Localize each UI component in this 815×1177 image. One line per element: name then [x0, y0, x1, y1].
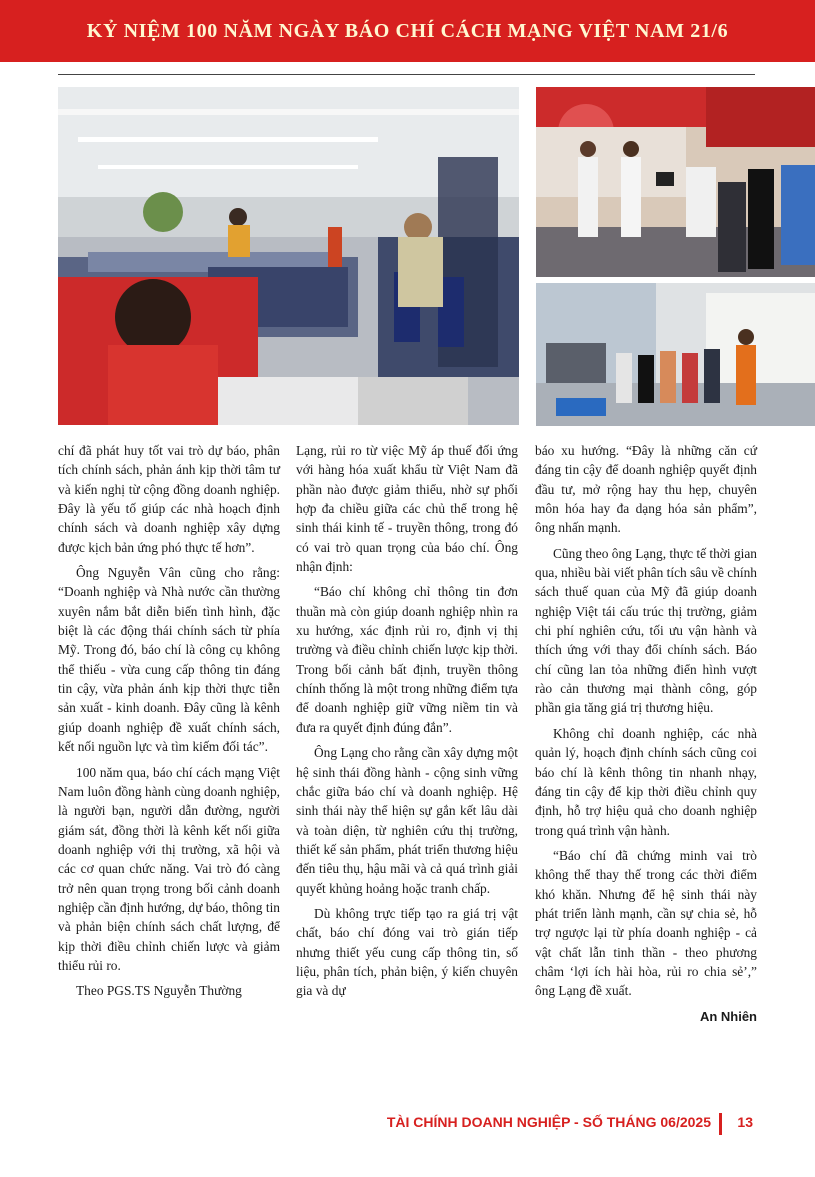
garment-factory-photo: [58, 87, 519, 425]
header-divider: [58, 74, 755, 75]
paragraph: Theo PGS.TS Nguyễn Thường: [76, 983, 242, 999]
page-number: 13: [737, 1114, 753, 1130]
paragraph: báo xu hướng. “Đây là những căn cứ đáng tin cậy để doanh nghiệp quyết định đầu tư, mở rộng hay thu hẹp, chuyên môn hóa hay đa dạng hóa sản phẩm”, ông nhấn mạnh.: [535, 443, 757, 536]
article-column-3: [535, 441, 757, 1026]
quote-paragraph: “Báo chí đã chứng minh vai trò không thể thay thế trong các thời điểm khó khăn. Nhưng để hệ sinh thái này phát triển lành mạnh, cần sự chia sẻ, hỗ trợ ngược lại từ phía doanh nghiệp - cả vật chất lẫn tinh thần - theo phương châm ‘lợi ích hài hòa, rủi ro chia sẻ’,” ông Lạng đề xuất.: [535, 847, 757, 999]
footer-separator: [719, 1113, 722, 1135]
paragraph: Cũng theo ông Lạng, thực tế thời gian qua, nhiều bài viết phân tích sâu về chính sách thuế quan của Mỹ đã giúp doanh nghiệp Việt tái cấu trúc thị trường, giảm chi phí nghiên cứu, tối ưu vận hành và thích ứng với thay đổi chính sách. Báo chí cũng lan tỏa những điển hình vượt rào cản thương mại thành công, góp phần gia tăng giá trị thương hiệu.: [535, 545, 758, 716]
paragraph: Dù không trực tiếp tạo ra giá trị vật chất, báo chí đóng vai trò gián tiếp nhưng thiết yếu cung cấp thông tin, số liệu, phân tích, phản biện, ý kiến chuyên gia và dự: [296, 905, 518, 999]
control-room-photo: [536, 283, 815, 426]
press-interview-photo: [536, 87, 815, 277]
paragraph: Ông Lạng cho rằng cần xây dựng một hệ sinh thái đồng hành - cộng sinh vững chắc giữa báo chí và doanh nghiệp. Hệ sinh thái này thể hiện sự gắn kết lâu dài và toàn diện, từ nghiên cứu thị trường, thiết kế sản phẩm, phát triển thương hiệu đến tiêu thụ, hậu mãi và cả quá trình giải quyết khủng hoảng hoặc tranh chấp.: [296, 745, 518, 896]
paragraph: 100 năm qua, báo chí cách mạng Việt Nam luôn đồng hành cùng doanh nghiệp, là người bạn, người dẫn đường, người giám sát, đồng thời là kênh kết nối giữa doanh nghiệp với thị trường, xã hội và các cơ quan chức năng. Vai trò đó càng trở nên quan trọng trong bối cảnh doanh nghiệp cần định hướng, dự báo, thông tin và phản biện chính sách chất lượng, để kịp thời điều chỉnh chiến lược và giảm thiểu rủi ro.: [58, 764, 280, 973]
paragraph: chí đã phát huy tốt vai trò dự báo, phân tích chính sách, phản ánh kịp thời tâm tư và kiến nghị từ cộng đồng doanh nghiệp. Đây là yếu tố giúp các nhà hoạch định chính sách và doanh nghiệp xây dựng được kịch bản ứng phó thực tế hơn”.: [58, 443, 280, 555]
paragraph: Lạng, rủi ro từ việc Mỹ áp thuế đối ứng với hàng hóa xuất khẩu từ Việt Nam đã phần nào được giảm thiểu, nhờ sự phối hợp đa chiều giữa các chủ thể trong hệ sinh thái kinh tế - truyền thông, trong đó có vai trò quan trọng của báo chí. Ông nhận định:: [296, 443, 518, 575]
author-byline: An Nhiên: [699, 1008, 757, 1024]
paragraph: Không chỉ doanh nghiệp, các nhà quản lý, hoạch định chính sách cũng coi báo chí là kênh thông tin nhanh nhạy, đáng tin cậy để kịp thời điều chỉnh quy định, hỗ trợ hiệu quả cho doanh nghiệp trong quá trình vận hành.: [535, 725, 757, 838]
page-footer: [300, 1114, 755, 1134]
article-column-2: [296, 441, 518, 1007]
publication-name: TÀI CHÍNH DOANH NGHIỆP - SỐ THÁNG 06/2025: [386, 1114, 711, 1130]
article-column-1: [58, 441, 280, 1007]
paragraph: Ông Nguyễn Vân cũng cho rằng: “Doanh nghiệp và Nhà nước cần thường xuyên nắm bắt diễn biến tình hình, đặc biệt là các động thái chính sách từ phía Mỹ. Trong đó, báo chí là công cụ không thể thiếu - vừa cung cấp thông tin đáng tin cậy, vừa phản ánh kịp thời thực tiễn sản xuất - kinh doanh. Đây cũng là kênh giúp doanh nghiệp đề xuất chính sách, kết nối nguồn lực và tìm kiếm đối tác”.: [58, 565, 280, 755]
quote-paragraph: “Báo chí không chỉ thông tin đơn thuần mà còn giúp doanh nghiệp nhìn ra xu hướng, xác định rủi ro, định vị thị trường và điều chỉnh chiến lược kịp thời. Trong bối cảnh bất định, truyền thông chính thống là một trong những điểm tựa để doanh nghiệp giữ vững niềm tin và đưa ra quyết định đúng đắn”.: [296, 584, 518, 735]
page-header-title: KỶ NIỆM 100 NĂM NGÀY BÁO CHÍ CÁCH MẠNG VIỆT NAM 21/6: [86, 20, 729, 42]
